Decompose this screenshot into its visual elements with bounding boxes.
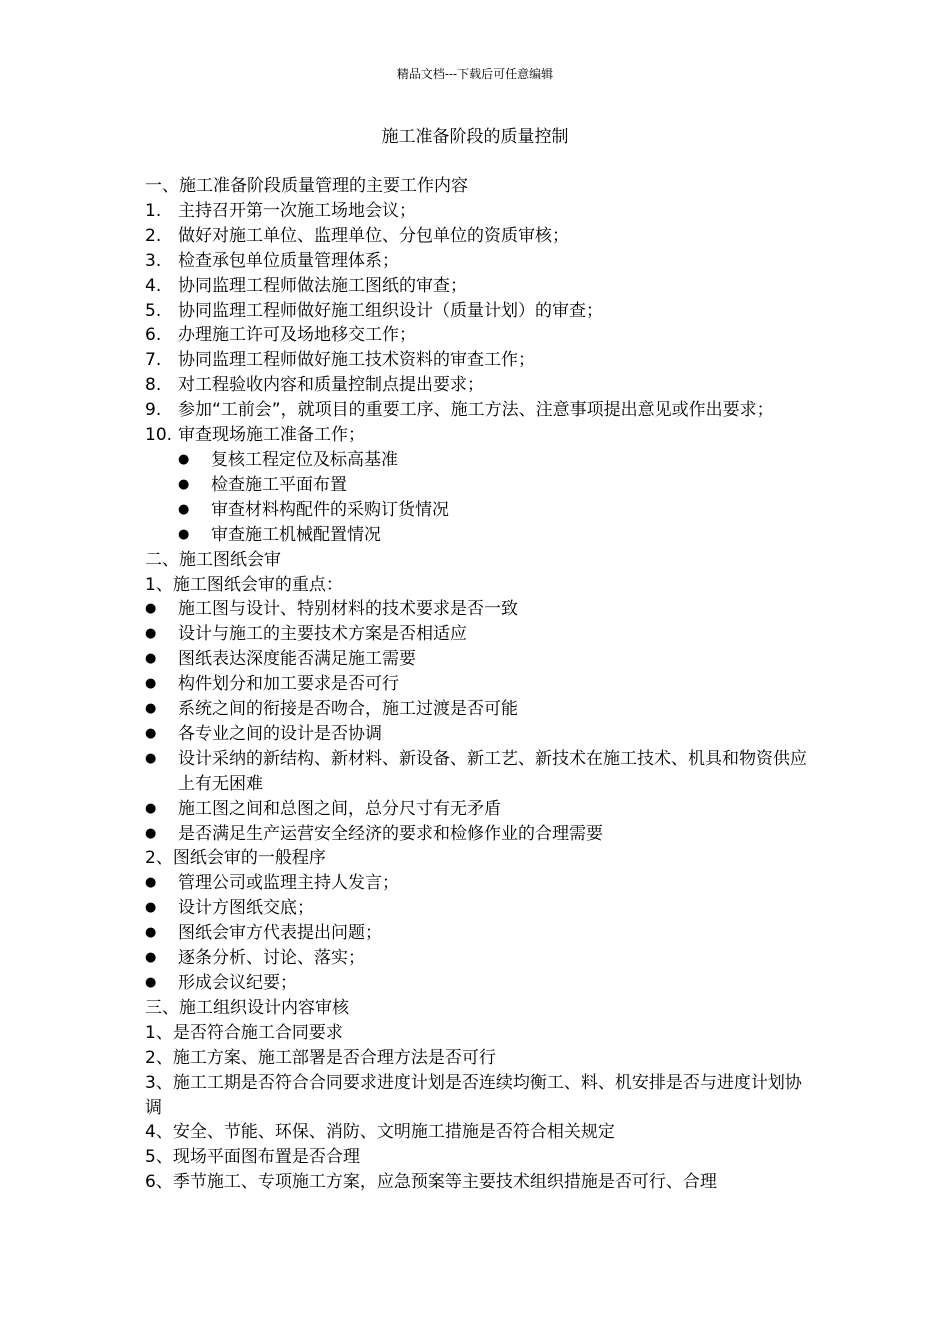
- section-2-part-2-heading: 2、图纸会审的一般程序: [145, 848, 326, 869]
- bullet-icon: ●: [145, 701, 157, 717]
- bullet-icon: ●: [145, 651, 157, 667]
- section-1-heading: 一、施工准备阶段质量管理的主要工作内容: [145, 176, 468, 196]
- bullet-icon: ●: [145, 950, 157, 966]
- section-2-heading: 二、施工图纸会审: [145, 549, 281, 570]
- header-note: 精品文档---下载后可任意编辑: [396, 67, 554, 81]
- bullet-item: ● 构件划分和加工要求是否可行: [145, 672, 810, 697]
- bullet-icon: ●: [145, 601, 157, 617]
- sub-bullet-item: ● 审查施工机械配置情况: [145, 523, 810, 548]
- section-3-list: [145, 1021, 810, 1195]
- bullet-item: ● 形成会议纪要；: [145, 971, 810, 996]
- bullet-icon: ●: [145, 750, 157, 766]
- bullet-item: ● 管理公司或监理主持人发言；: [145, 871, 810, 896]
- bullet-icon: ●: [178, 501, 190, 517]
- sub-bullet-item: ● 检查施工平面布置: [145, 473, 810, 498]
- bullet-icon: ●: [145, 900, 157, 916]
- list-item: 6、季节施工、专项施工方案，应急预案等主要技术组织措施是否可行、合理: [145, 1172, 717, 1193]
- section-1-list: [145, 199, 810, 548]
- bullet-icon: ●: [145, 626, 157, 642]
- numbered-item: 3. 检查承包单位质量管理体系；: [145, 250, 399, 271]
- document-title: 施工准备阶段的质量控制: [381, 127, 569, 147]
- bullet-item: ● 逐条分析、讨论、落实；: [145, 946, 810, 971]
- numbered-item: 10. 审查现场施工准备工作；: [145, 425, 365, 446]
- bullet-icon: ●: [145, 800, 157, 816]
- bullet-item: ● 各专业之间的设计是否协调: [145, 722, 810, 747]
- bullet-item: ● 图纸会审方代表提出问题；: [145, 921, 810, 946]
- bullet-icon: ●: [145, 875, 157, 891]
- numbered-item: 4. 协同监理工程师做法施工图纸的审查；: [145, 275, 467, 296]
- bullet-item: ● 设计采纳的新结构、新材料、新设备、新工艺、新技术在施工技术、机具和物资供应上有无困难: [145, 747, 810, 797]
- numbered-item: 1. 主持召开第一次施工场地会议；: [145, 200, 416, 221]
- bullet-icon: ●: [145, 825, 157, 841]
- bullet-item: ● 是否满足生产运营安全经济的要求和检修作业的合理需要: [145, 822, 810, 847]
- numbered-item: 8. 对工程验收内容和质量控制点提出要求；: [145, 375, 484, 396]
- bullet-icon: ●: [178, 451, 190, 467]
- sub-bullet-item: ● 复核工程定位及标高基准: [145, 448, 810, 473]
- bullet-icon: ●: [145, 925, 157, 941]
- bullet-icon: ●: [178, 526, 190, 542]
- bullet-icon: ●: [145, 975, 157, 990]
- list-item: 5、现场平面图布置是否合理: [145, 1147, 360, 1168]
- list-item: 2、施工方案、施工部署是否合理方法是否可行: [145, 1047, 496, 1068]
- bullet-icon: ●: [145, 676, 157, 692]
- bullet-item: ● 图纸表达深度能否满足施工需要: [145, 647, 810, 672]
- numbered-item: 6. 办理施工许可及场地移交工作；: [145, 325, 416, 346]
- list-item: 1、是否符合施工合同要求: [145, 1022, 343, 1043]
- bullet-item: ● 施工图与设计、特别材料的技术要求是否一致: [145, 597, 810, 622]
- bullet-item: ● 施工图之间和总图之间，总分尺寸有无矛盾: [145, 797, 810, 822]
- document-body: [145, 174, 810, 1195]
- bullet-item: ● 系统之间的衔接是否吻合，施工过渡是否可能: [145, 697, 810, 722]
- section-2-part-1-list: [145, 597, 810, 846]
- numbered-item: 7. 协同监理工程师做好施工技术资料的审查工作；: [145, 350, 535, 371]
- section-2-part-1-heading: 1、施工图纸会审的重点：: [145, 574, 343, 595]
- list-item: 4、安全、节能、环保、消防、文明施工措施是否符合相关规定: [145, 1122, 615, 1143]
- section-3-heading: 三、施工组织设计内容审核: [145, 997, 349, 1018]
- list-item: 3、施工工期是否符合合同要求进度计划是否连续均衡工、料、机安排是否与进度计划协调: [145, 1072, 802, 1118]
- numbered-item: 9. 参加“工前会”，就项目的重要工序、施工方法、注意事项提出意见或作出要求；: [145, 400, 774, 421]
- section-2-part-2-list: [145, 871, 810, 996]
- numbered-item: 2. 做好对施工单位、监理单位、分包单位的资质审核；: [145, 225, 569, 246]
- bullet-item: ● 设计与施工的主要技术方案是否相适应: [145, 622, 810, 647]
- sub-bullet-item: ● 审查材料构配件的采购订货情况: [145, 498, 810, 523]
- bullet-icon: ●: [178, 476, 190, 492]
- numbered-item: 5. 协同监理工程师做好施工组织设计（质量计划）的审查；: [145, 300, 603, 321]
- bullet-icon: ●: [145, 725, 157, 741]
- bullet-item: ● 设计方图纸交底；: [145, 896, 810, 921]
